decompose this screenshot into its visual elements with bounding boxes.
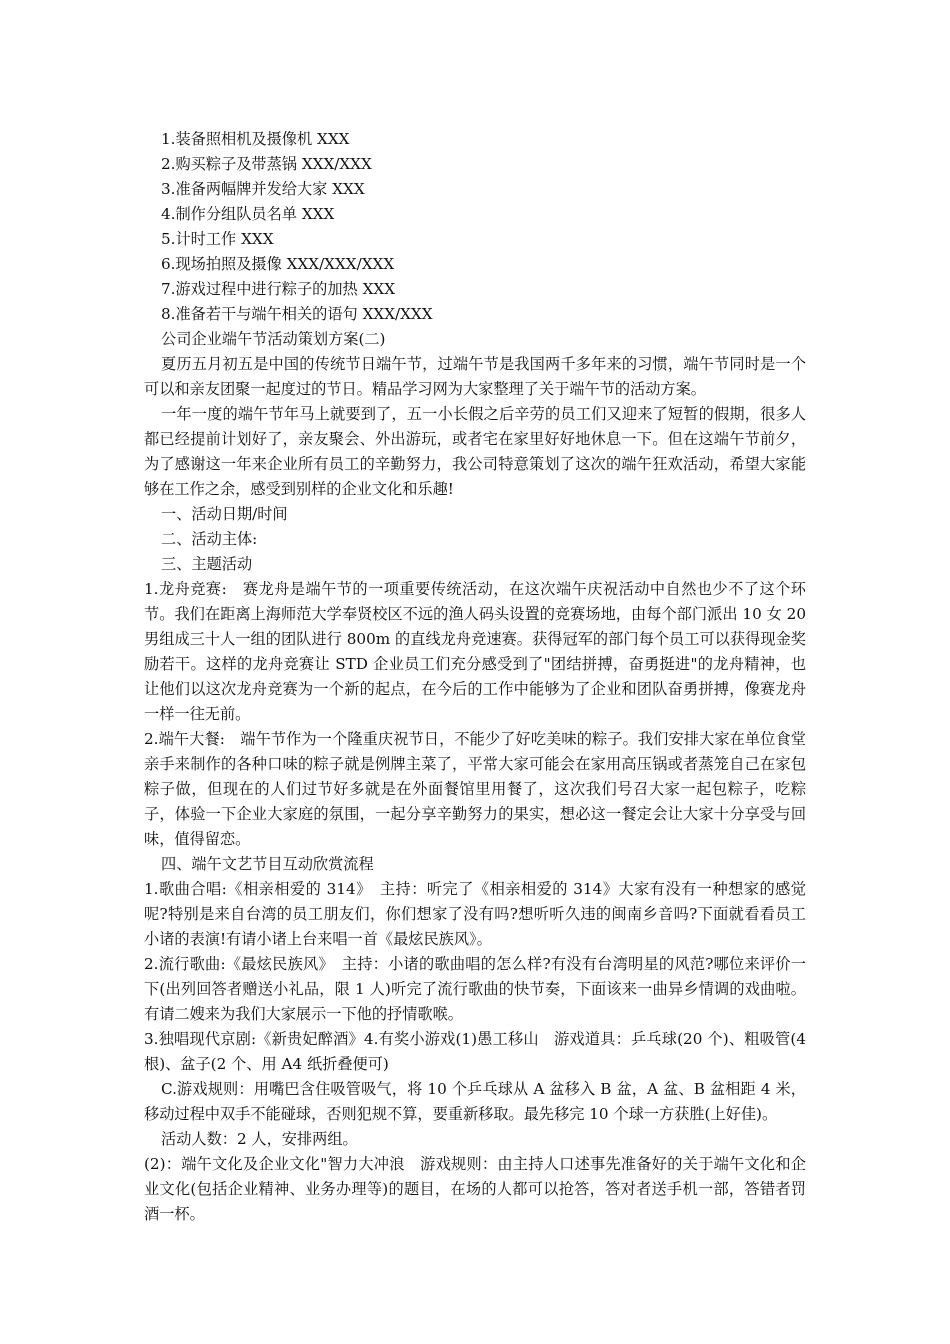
heading-program-flow: 四、端午文艺节目互动欣赏流程 bbox=[161, 855, 374, 873]
section-title: 公司企业端午节活动策划方案(二) bbox=[161, 330, 386, 348]
game-participants: 活动人数：2 人，安排两组。 bbox=[161, 1130, 358, 1148]
document-body bbox=[144, 127, 806, 1227]
activity-dinner: 2.端午大餐: 端午节作为一个隆重庆祝节日，不能少了好吃美味的粽子。我们安排大家在单位食堂亲手来制作的各种口味的粽子就是例牌主菜了，平常大家可能会在家用高压锅或者蒸笼自己在家包粽子做，但现在的人们过节好多就是在外面餐馆里用餐了，这次我们号召大家一起包粽子，吃粽子，体验一下企业大家庭的氛围，一起分享辛勤努力的果实，想必这一餐定会让大家十分享受与回味，值得留恋。 bbox=[144, 730, 806, 848]
list-item: 5.计时工作 XXX bbox=[161, 230, 274, 248]
activity-dragon-boat: 1.龙舟竞赛: 赛龙舟是端午节的一项重要传统活动，在这次端午庆祝活动中自然也少不了这个环节。我们在距离上海师范大学奉贤校区不远的渔人码头设置的竞赛场地，由每个部门派出 10 女 20 男组成三十人一组的团队进行 800m 的直线龙舟竞速赛。获得冠军的部门每个员工可以获得现金奖励若干。这样的龙舟竞赛让 STD 企业员工们充分感受到了"团结拼搏，奋勇挺进"的龙舟精神，也让他们以这次龙舟竞赛为一个新的起点，在今后的工作中能够为了企业和团队奋勇拼搏，像赛龙舟一样一往无前。 bbox=[144, 580, 806, 723]
heading-activity-subject: 二、活动主体: bbox=[161, 530, 258, 548]
intro-paragraph-1: 夏历五月初五是中国的传统节日端午节，过端午节是我国两千多年来的习惯，端午节同时是一个可以和亲友团聚一起度过的节日。精品学习网为大家整理了关于端午节的活动方案。 bbox=[144, 355, 806, 398]
list-item: 8.准备若干与端午相关的语句 XXX/XXX bbox=[161, 305, 433, 323]
list-item: 3.准备两幅牌并发给大家 XXX bbox=[161, 180, 365, 198]
heading-activity-date: 一、活动日期/时间 bbox=[161, 505, 288, 523]
list-item: 6.现场拍照及摄像 XXX/XXX/XXX bbox=[161, 255, 395, 273]
list-item: 2.购买粽子及带蒸锅 XXX/XXX bbox=[161, 155, 372, 173]
program-chorus: 1.歌曲合唱:《相亲相爱的 314》 主持：听完了《相亲相爱的 314》大家有没有一种想家的感觉呢?特别是来自台湾的员工朋友们，你们想家了没有吗?想听听久违的闽南乡音吗?下面就看看员工小诸的表演!有请小诸上台来唱一首《最炫民族风》。 bbox=[144, 880, 806, 948]
game-rules: C.游戏规则：用嘴巴含住吸管吸气，将 10 个乒乓球从 A 盆移入 B 盆，A 盆、B 盆相距 4 米，移动过程中双手不能碰球，否则犯规不算，要重新移取。最先移完 10 个球一方获胜(上好佳)。 bbox=[144, 1080, 806, 1123]
game-quiz: (2)：端午文化及企业文化"智力大冲浪 游戏规则：由主持人口述事先准备好的关于端午文化和企业文化(包括企业精神、业务办理等)的题目，在场的人都可以抢答，答对者送手机一部，答错者罚酒一杯。 bbox=[144, 1155, 806, 1223]
list-item: 7.游戏过程中进行粽子的加热 XXX bbox=[161, 280, 396, 298]
intro-paragraph-2: 一年一度的端午节年马上就要到了，五一小长假之后辛劳的员工们又迎来了短暂的假期，很多人都已经提前计划好了，亲友聚会、外出游玩，或者宅在家里好好地休息一下。但在这端午节前夕，为了感谢这一年来企业所有员工的辛勤努力，我公司特意策划了这次的端午狂欢活动，希望大家能够在工作之余，感受到别样的企业文化和乐趣! bbox=[144, 405, 806, 498]
list-item: 4.制作分组队员名单 XXX bbox=[161, 205, 335, 223]
list-item: 1.装备照相机及摄像机 XXX bbox=[161, 130, 350, 148]
program-opera-game: 3.独唱现代京剧:《新贵妃醉酒》4.有奖小游戏(1)愚工移山 游戏道具：乒乓球(20 个)、粗吸管(4 根)、盆子(2 个、用 A4 纸折叠便可) bbox=[144, 1030, 806, 1073]
program-pop-song: 2.流行歌曲:《最炫民族风》 主持：小诸的歌曲唱的怎么样?有没有台湾明星的风范?哪位来评价一下(出列回答者赠送小礼品，限 1 人)听完了流行歌曲的快节奏，下面该来一曲异乡情调的戏曲啦。有请二嫂来为我们大家展示一下他的抒情歌喉。 bbox=[144, 955, 806, 1023]
heading-theme-activities: 三、主题活动 bbox=[161, 555, 253, 573]
